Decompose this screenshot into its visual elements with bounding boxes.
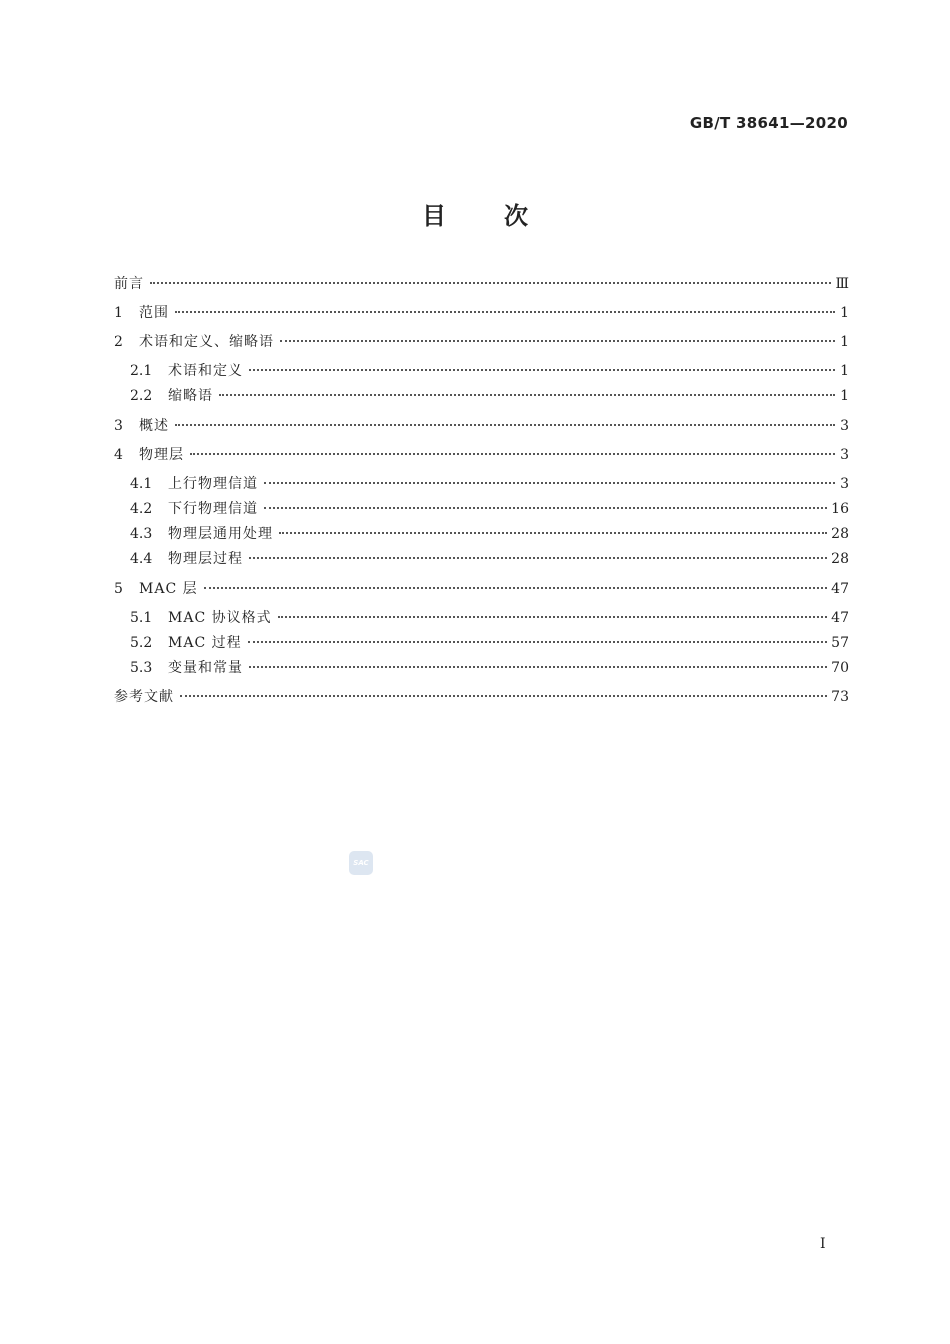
toc-entry-4-3[interactable]: [130, 521, 849, 547]
toc-entry-2-1[interactable]: [130, 358, 849, 384]
toc-entry-label: 物理层: [139, 447, 184, 463]
toc-entry-number: 5.3: [130, 660, 153, 676]
toc-entry-page: 3: [840, 447, 849, 463]
toc-entry-label: 下行物理信道: [168, 501, 258, 517]
toc-entry-label: 术语和定义: [168, 363, 243, 379]
toc-entry-number: 4.3: [130, 526, 153, 542]
toc-entry-page: 1: [840, 388, 849, 404]
toc-entry-label: 物理层通用处理: [168, 526, 273, 542]
toc-entry-page: 1: [840, 334, 849, 350]
toc-entry-4-2[interactable]: [130, 496, 849, 522]
toc-entry-label: 概述: [139, 418, 169, 434]
toc-entry-number: 1: [114, 305, 123, 321]
toc-entry-page: 3: [840, 476, 849, 492]
dot-leader: [150, 281, 831, 284]
toc-entry-page: 47: [831, 581, 849, 597]
toc-entry-number: 2.1: [130, 363, 153, 379]
dot-leader: [249, 368, 835, 371]
dot-leader: [249, 665, 827, 668]
toc-entry-number: 2: [114, 334, 123, 350]
toc-entry-label: 物理层过程: [168, 551, 243, 567]
toc-entry-number: 4.4: [130, 551, 153, 567]
toc-entry-page: 28: [831, 551, 849, 567]
toc-entry-foreword[interactable]: [114, 271, 849, 297]
toc-entry-2[interactable]: [114, 329, 849, 355]
toc-entry-page: 16: [831, 501, 849, 517]
toc-entry-5-2[interactable]: [130, 630, 849, 656]
toc-entry-page: 3: [840, 418, 849, 434]
toc-entry-number: 5.2: [130, 635, 153, 651]
toc-entry-number: 5.1: [130, 610, 153, 626]
toc-entry-label: 术语和定义、缩略语: [139, 334, 274, 350]
sac-watermark-logo: [349, 851, 373, 875]
toc-entry-references[interactable]: [114, 684, 849, 710]
dot-leader: [248, 640, 828, 643]
standard-code: GB/T 38641—2020: [689, 114, 848, 132]
toc-entry-page: 1: [840, 305, 849, 321]
toc-entry-5[interactable]: [114, 576, 849, 602]
toc-entry-number: 5: [114, 581, 123, 597]
dot-leader: [264, 481, 835, 484]
toc-entry-page: 47: [831, 610, 849, 626]
toc-entry-number: 4.2: [130, 501, 153, 517]
toc-entry-label: 范围: [139, 305, 169, 321]
toc-entry-3[interactable]: [114, 413, 849, 439]
toc-entry-label: MAC 协议格式: [168, 610, 272, 626]
toc-entry-page: 57: [831, 635, 849, 651]
toc-entry-5-1[interactable]: [130, 605, 849, 631]
toc-entry-label: 参考文献: [114, 689, 174, 705]
toc-entry-page: 70: [831, 660, 849, 676]
toc-entry-label: 变量和常量: [168, 660, 243, 676]
toc-entry-number: 4.1: [130, 476, 153, 492]
watermark-text: SAC: [353, 859, 369, 867]
toc-entry-number: 4: [114, 447, 123, 463]
toc-entry-label: MAC 过程: [168, 635, 242, 651]
toc-entry-page: Ⅲ: [835, 276, 849, 292]
toc-entry-label: 缩略语: [168, 388, 213, 404]
dot-leader: [249, 556, 827, 559]
dot-leader: [278, 615, 828, 618]
toc-entry-label: MAC 层: [139, 581, 198, 597]
toc-entry-5-3[interactable]: [130, 655, 849, 681]
dot-leader: [180, 694, 827, 697]
toc-entry-label: 上行物理信道: [168, 476, 258, 492]
toc-entry-page: 73: [831, 689, 849, 705]
dot-leader: [264, 506, 827, 509]
toc-entry-4[interactable]: [114, 442, 849, 468]
dot-leader: [204, 586, 828, 589]
toc-entry-4-1[interactable]: [130, 471, 849, 497]
dot-leader: [280, 339, 835, 342]
toc-title: 目次: [422, 202, 586, 230]
toc-entry-number: 2.2: [130, 388, 153, 404]
toc-entry-2-2[interactable]: [130, 383, 849, 409]
page-number: I: [820, 1236, 826, 1252]
dot-leader: [190, 452, 835, 455]
toc-entry-label: 前言: [114, 276, 144, 292]
toc-entry-number: 3: [114, 418, 123, 434]
toc-entry-page: 1: [840, 363, 849, 379]
dot-leader: [175, 310, 835, 313]
toc-entry-4-4[interactable]: [130, 546, 849, 572]
dot-leader: [219, 393, 835, 396]
toc-entry-page: 28: [831, 526, 849, 542]
dot-leader: [279, 531, 827, 534]
dot-leader: [175, 423, 835, 426]
toc-entry-1[interactable]: [114, 300, 849, 326]
